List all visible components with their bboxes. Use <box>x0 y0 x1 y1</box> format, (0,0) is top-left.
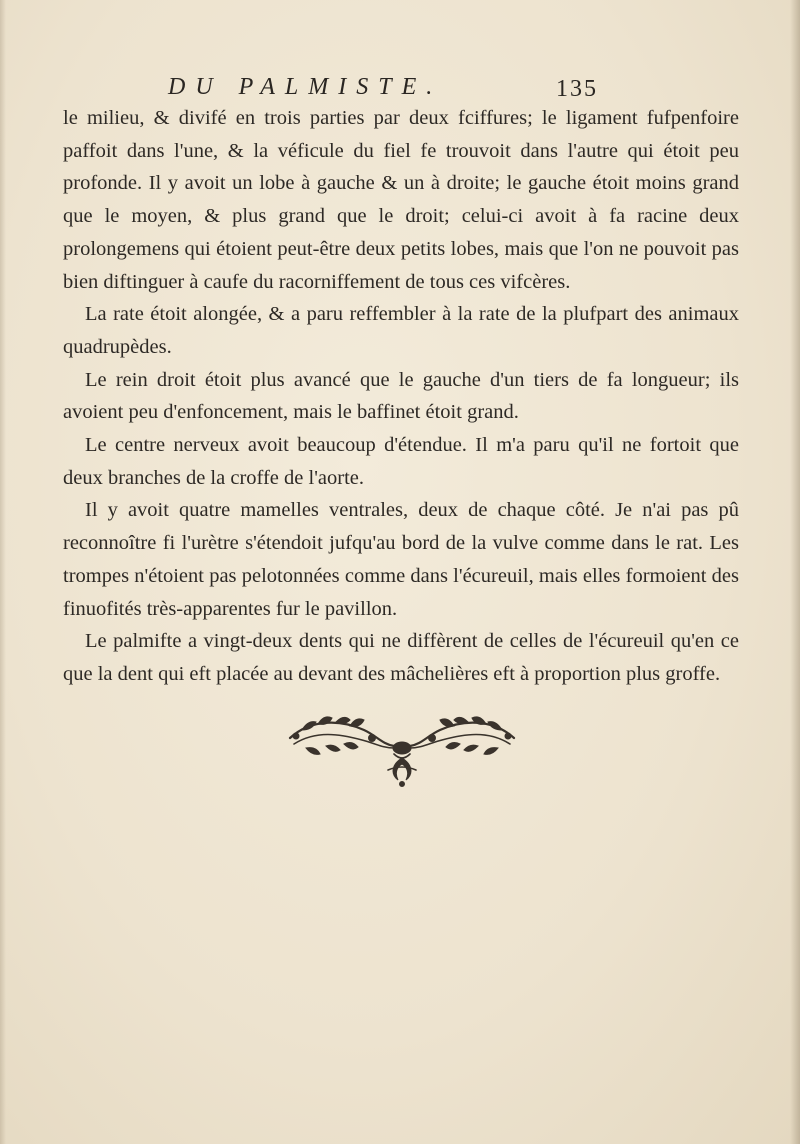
paragraph-centre-nerveux: Le centre nerveux avoit beaucoup d'étendue. Il m'a paru qu'il ne fortoit que deux branches de la croffe de l'aorte. <box>63 434 739 489</box>
paragraph-mamelles: Il y avoit quatre mamelles ventrales, deux de chaque côté. Je n'ai pas pû reconnoître fi l'urètre s'étendoit jufqu'au bord de la vulve comme dans le rat. Les trompes n'étoient pas pelotonnées comme dans l'écureuil, mais elles formoient des finuofités très-apparentes fur le pavillon. <box>63 499 739 620</box>
floral-vignette-icon <box>282 708 522 792</box>
body-text <box>63 102 739 691</box>
paragraph-rate: La rate étoit alongée, & a paru reffembler à la rate de la plufpart des animaux quadrupèdes. <box>63 303 739 358</box>
page-left-edge-shadow <box>0 0 6 1144</box>
paragraph-rein: Le rein droit étoit plus avancé que le gauche d'un tiers de fa longueur; ils avoient peu d'enfoncement, mais le baffinet étoit grand. <box>63 368 739 424</box>
page-right-edge-shadow <box>790 0 800 1144</box>
paragraph-dents: Le palmifte a vingt-deux dents qui ne diffèrent de celles de l'écureuil qu'en ce que la dent qui eft placée au devant des mâchelières eft à proportion plus groffe. <box>63 630 739 685</box>
running-head-title: DU PALMISTE. <box>168 74 443 100</box>
paragraph-continued: le milieu, & divifé en trois parties par deux fciffures; le ligament fufpenfoire paffoit dans l'une, & la véficule du fiel fe trouvoit dans l'autre qui étoit peu profonde. Il y avoit un lobe à gauche & un à droite; le gauche étoit moins grand que le moyen, & plus grand que le droit; celui-ci avoit à fa racine deux prolongemens qui étoient peut-être deux petits lobes, mais que l'on ne pouvoit pas bien diftinguer à caufe du racorniffement de tous ces vifcères. <box>63 107 739 293</box>
page-number: 135 <box>556 76 598 102</box>
